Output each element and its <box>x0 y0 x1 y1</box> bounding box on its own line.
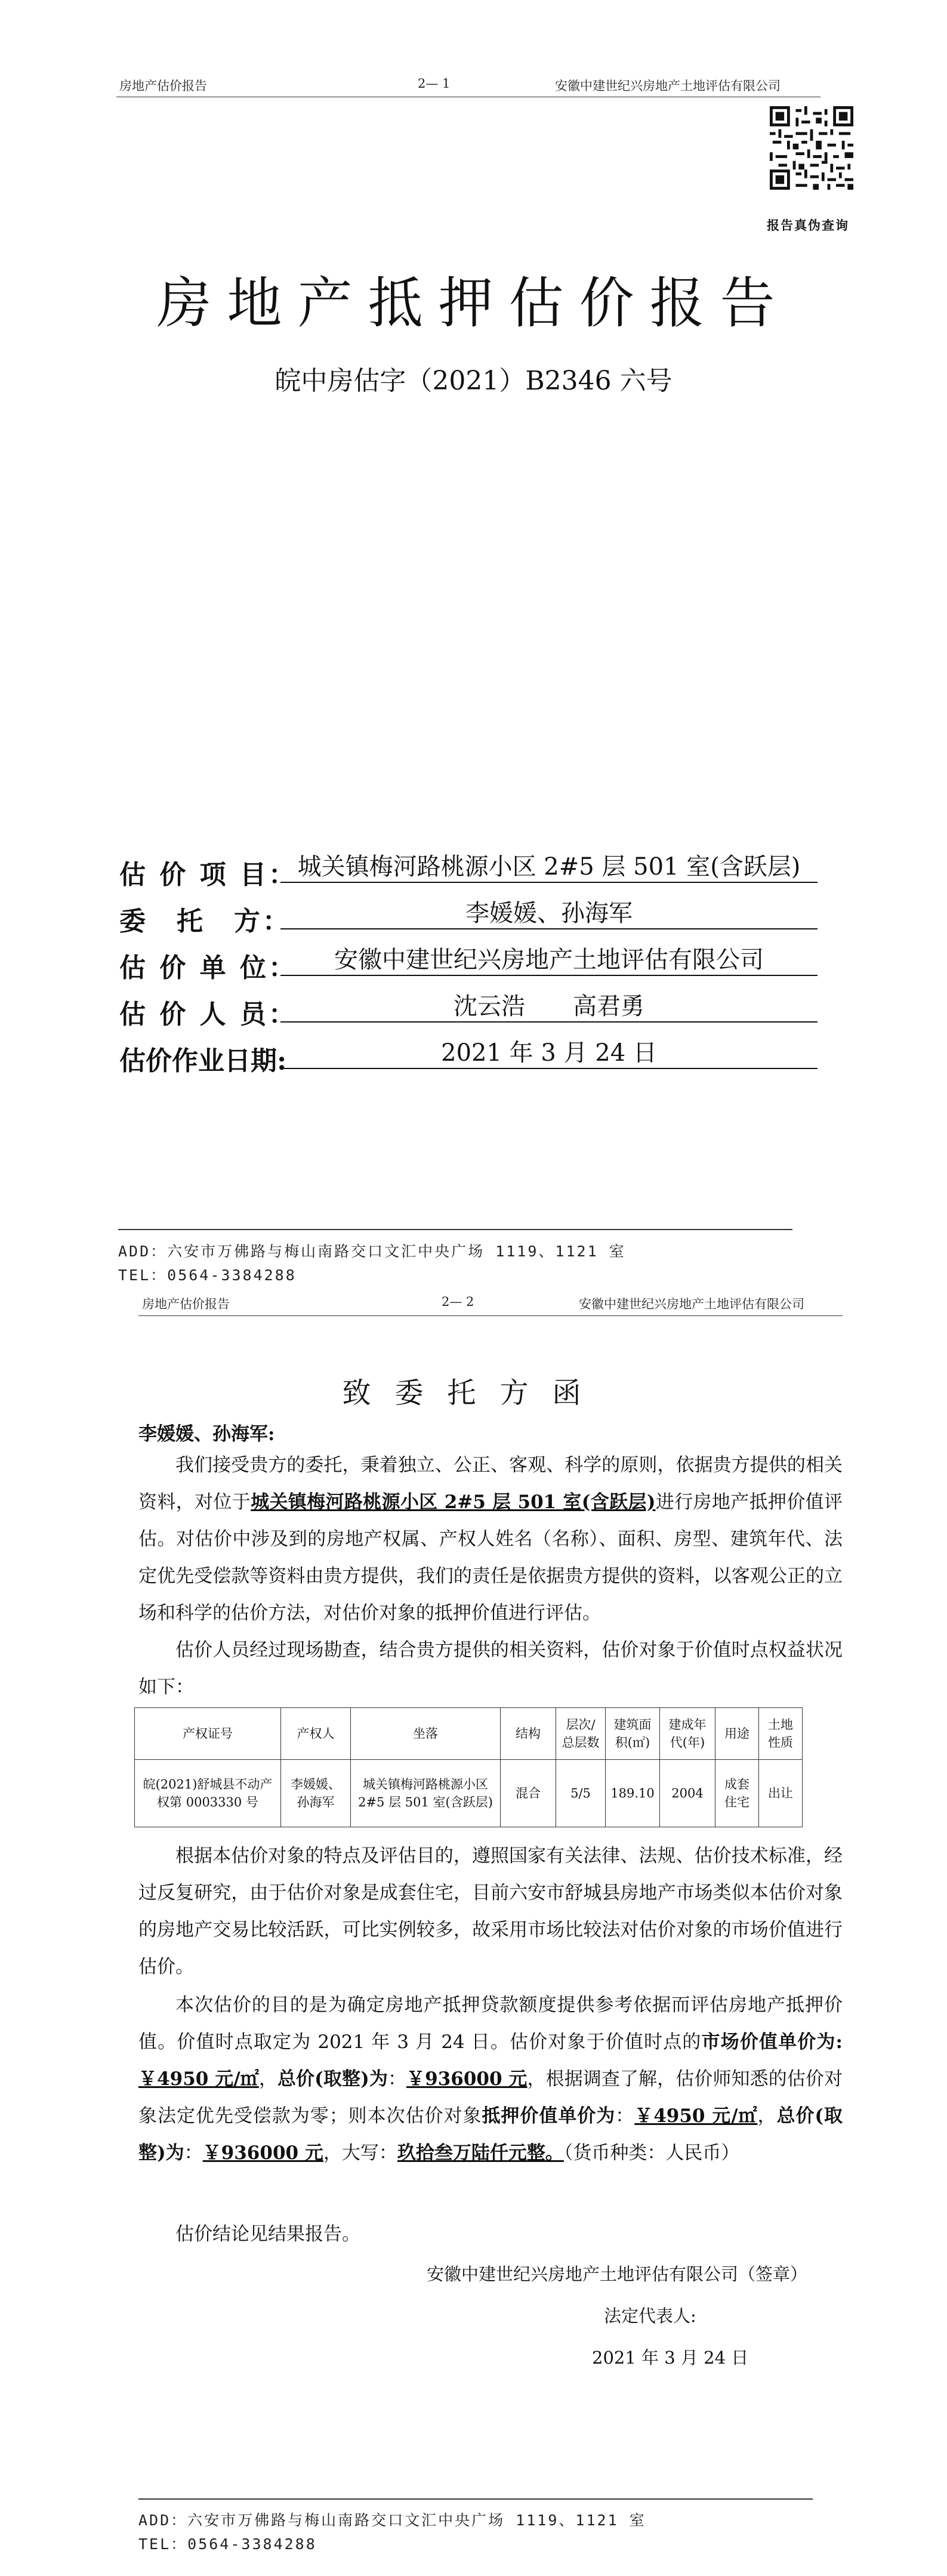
signature-company: 安徽中建世纪兴房地产土地评估有限公司（签章） <box>427 2264 808 2284</box>
page2-footer-rule <box>138 2498 813 2500</box>
table-cell: 189.10 <box>606 1760 660 1827</box>
letter-salutation: 李媛媛、孙海军: <box>138 1423 275 1445</box>
p4-text-d: ： <box>387 2068 407 2090</box>
info-label-project: 估 价 项 目： <box>119 860 297 890</box>
signature-representative: 法定代表人: <box>604 2306 696 2326</box>
qr-code[interactable] <box>770 106 853 192</box>
page1-header-right: 安徽中建世纪兴房地产土地评估有限公司 <box>555 79 781 93</box>
p5-text: 估价结论见结果报告。 <box>175 2223 360 2245</box>
info-label-date: 估价作业日期: <box>119 1046 287 1076</box>
p4-text-i: ，大写： <box>323 2142 397 2164</box>
signature-date: 2021 年 3 月 24 日 <box>592 2348 749 2368</box>
info-label-unit: 估 价 单 位： <box>119 953 297 983</box>
info-value-appraisers: 沈云浩 高君勇 <box>280 992 818 1023</box>
table-header-cell: 产权人 <box>281 1708 351 1760</box>
p4-amount-in-words: 玖拾叁万陆仟元整。 <box>397 2142 564 2164</box>
p1-text-b: 进行房地产抵押价值评估。对估价中涉及到的房地产权属、产权人姓名（名称）、面积、房型、建筑年代、法定优先受偿款等资料由贵方提供，我们的责任是依据贵方提供的资料，以客观公正的立场和科学的估价方法，对估价对象的抵押价值进行评估。 <box>138 1491 843 1624</box>
table-header-cell: 结构 <box>501 1708 556 1760</box>
letter-paragraph-1 <box>138 1447 843 1632</box>
p4-text-e: ，根据调查了解，估价师知悉的估价对象法定优先受偿款为零；则本次估价对象 <box>138 2068 843 2127</box>
info-label-client: 委 托 方： <box>119 906 291 937</box>
p4-text-h: ： <box>184 2142 203 2164</box>
report-title: 房地产抵押估价报告 <box>156 271 791 335</box>
p1-address: 城关镇梅河路桃源小区 2#5 层 501 室(含跃层) <box>251 1491 656 1513</box>
letter-title: 致委托方函 <box>342 1376 605 1410</box>
info-value-project: 城关镇梅河路桃源小区 2#5 层 501 室(含跃层) <box>280 852 818 883</box>
page1-header-page: 2— 1 <box>418 76 451 91</box>
p4-market-total-price: ￥936000 元 <box>406 2068 528 2090</box>
p4-mortgage-unit-price: ￥4950 元/㎡ <box>634 2105 758 2127</box>
p3-text: 根据本估价对象的特点及评估目的，遵照国家有关法律、法规、估价技术标准，经过反复研究，由于估价对象是成套住宅，目前六安市舒城县房地产市场类似本估价对象的房地产交易比较活跃，可比实例较多，故采用市场比较法对估价对象的市场价值进行估价。 <box>138 1845 843 1978</box>
table-header-cell: 用途 <box>715 1708 759 1760</box>
table-cell: 皖(2021)舒城县不动产权第 0003330 号 <box>135 1760 281 1827</box>
p4-mortgage-unit-label: 抵押价值单价为 <box>482 2105 616 2127</box>
table-header-cell: 建成年代(年) <box>660 1708 715 1760</box>
property-table <box>134 1707 803 1827</box>
table-row <box>135 1760 803 1827</box>
table-header-cell: 层次/总层数 <box>556 1708 606 1760</box>
page1-header-left: 房地产估价报告 <box>119 79 207 93</box>
p4-text-j: （货币种类：人民币） <box>563 2142 740 2164</box>
table-cell: 出让 <box>759 1760 803 1827</box>
p4-text-c: ， <box>258 2068 277 2090</box>
page2-footer-tel: TEL：0564-3384288 <box>138 2535 317 2553</box>
table-cell: 城关镇梅河路桃源小区 2#5 层 501 室(含跃层) <box>351 1760 501 1827</box>
info-value-client: 李媛媛、孙海军 <box>280 898 818 929</box>
page2-header-left: 房地产估价报告 <box>142 1297 230 1311</box>
info-value-unit: 安徽中建世纪兴房地产土地评估有限公司 <box>280 945 818 976</box>
qr-code-icon <box>770 106 853 190</box>
p2-text: 估价人员经过现场勘查，结合贵方提供的相关资料，估价对象于价值时点权益状况如下： <box>138 1639 843 1698</box>
p4-text-a: 本次估价的目的是为确定房地产抵押贷款额度提供参考依据而评估房地产抵押价值。价值时点取定为 2021 年 3 月 24 日。估价对象于价值时点的 <box>138 1994 843 2053</box>
table-cell: 成套住宅 <box>715 1760 759 1827</box>
p4-mortgage-total-label: 总价(取整)为 <box>138 2105 843 2164</box>
table-cell: 5/5 <box>556 1760 606 1827</box>
p4-mortgage-total-price: ￥936000 元 <box>202 2142 323 2164</box>
property-table-wrap <box>134 1707 803 1827</box>
report-number: 皖中房估字（2021）B2346 六号 <box>274 366 673 396</box>
info-label-appraisers: 估 价 人 员： <box>119 999 297 1030</box>
page2-header-rule <box>138 1315 843 1316</box>
table-cell: 混合 <box>501 1760 556 1827</box>
p4-text-f: ： <box>615 2105 635 2127</box>
page1-footer-rule <box>118 1229 792 1230</box>
letter-paragraph-5 <box>138 2216 843 2253</box>
table-cell: 2004 <box>660 1760 715 1827</box>
table-header-cell: 产权证号 <box>135 1708 281 1760</box>
table-header-row <box>135 1708 803 1760</box>
page2-footer-address: ADD：六安市万佛路与梅山南路交口文汇中央广场 1119、1121 室 <box>138 2512 646 2529</box>
letter-paragraph-3 <box>138 1837 843 1985</box>
p4-market-unit-price: ￥4950 元/㎡ <box>138 2068 259 2090</box>
table-header-cell: 土地性质 <box>759 1708 803 1760</box>
table-header-cell: 坐落 <box>351 1708 501 1760</box>
p1-text-a: 我们接受贵方的委托，秉着独立、公正、客观、科学的原则，依据贵方提供的相关资料，对位于 <box>138 1454 843 1513</box>
page1-footer-address: ADD：六安市万佛路与梅山南路交口文汇中央广场 1119、1121 室 <box>118 1243 626 1260</box>
letter-paragraph-2 <box>138 1632 843 1706</box>
p4-market-unit-label: 市场价值单价为: <box>701 2031 843 2053</box>
p4-market-total-label: 总价(取整)为 <box>277 2068 388 2090</box>
table-header-cell: 建筑面积(㎡) <box>606 1708 660 1760</box>
page1-footer-tel: TEL：0564-3384288 <box>118 1267 297 1284</box>
letter-paragraph-4 <box>138 1987 843 2172</box>
page2-header-page: 2— 2 <box>442 1295 474 1309</box>
p4-text-g: ， <box>757 2105 777 2127</box>
page2-header-right: 安徽中建世纪兴房地产土地评估有限公司 <box>579 1297 804 1311</box>
table-cell: 李媛媛、孙海军 <box>281 1760 351 1827</box>
info-value-date: 2021 年 3 月 24 日 <box>280 1038 818 1069</box>
qr-caption: 报告真伪查询 <box>767 218 849 233</box>
